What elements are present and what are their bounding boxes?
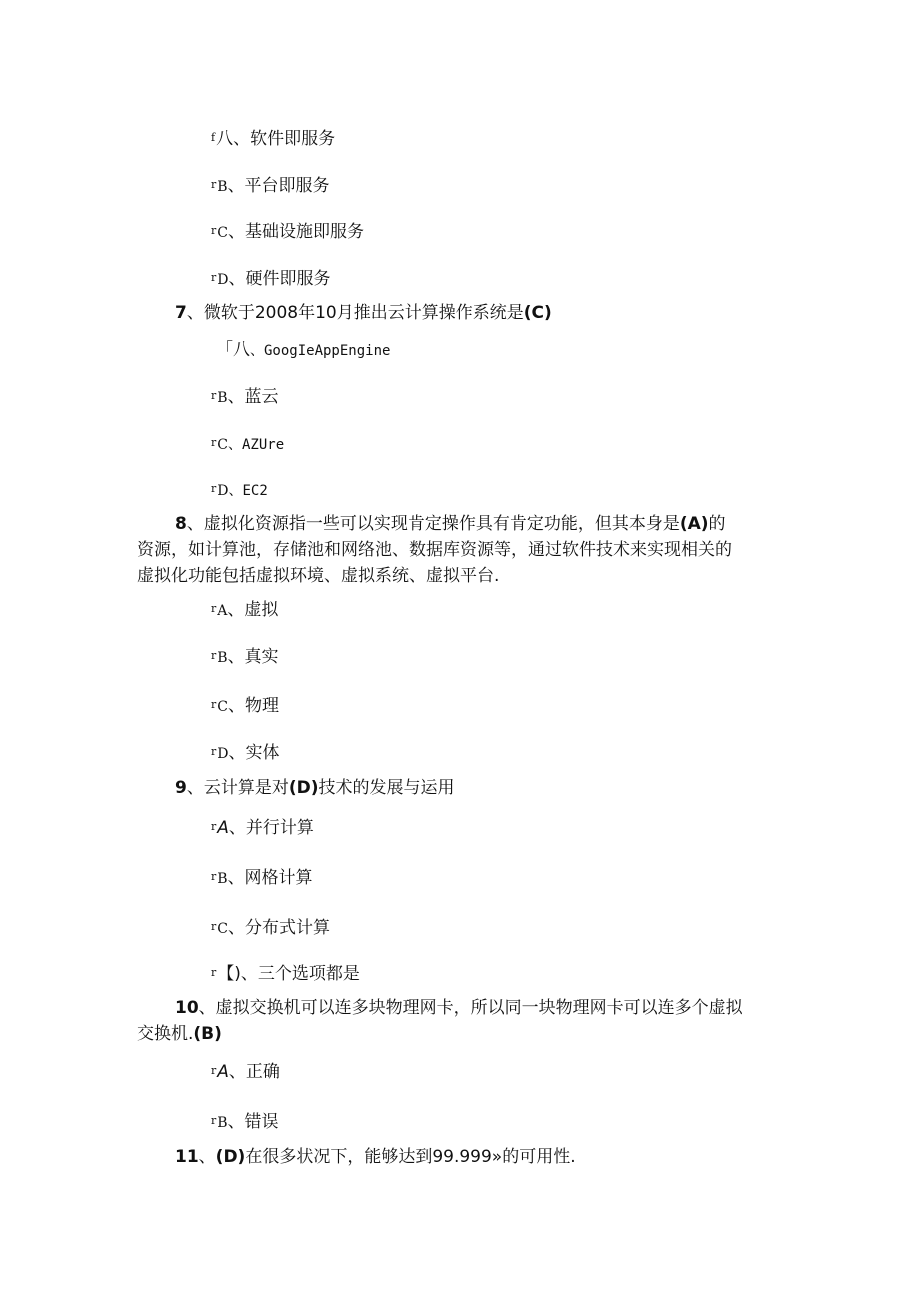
option-letter: C [217, 225, 228, 241]
option-letter: A [217, 818, 229, 838]
radio-icon: r [211, 820, 217, 833]
option-text: 、硬件即服务 [228, 269, 331, 289]
question-text: 、虚拟化资源指一些可以实现肯定操作具有肯定功能，但其本身是 [186, 514, 680, 534]
option-d[interactable] [211, 740, 280, 766]
option-text: 、错误 [227, 1112, 279, 1132]
option-c[interactable] [211, 693, 279, 719]
option-text: 、平台即服务 [227, 176, 330, 196]
question-line [137, 511, 787, 537]
question-text: 、 [198, 1147, 216, 1167]
question-line: 虚拟化功能包括虚拟环境、虚拟系统、虚拟平台. [137, 566, 500, 586]
question-text: 在很多状况下，能够达到99.999»的可用性. [245, 1147, 576, 1167]
question-9 [175, 776, 455, 800]
option-a[interactable] [211, 1059, 280, 1084]
option-text: 、正确 [228, 1062, 280, 1082]
option-b[interactable] [211, 1109, 279, 1135]
option-a[interactable] [211, 126, 335, 151]
option-text: 、分布式计算 [227, 918, 330, 938]
answer-label: (B) [193, 1024, 222, 1044]
option-text: 、EC2 [228, 483, 268, 499]
question-8 [137, 511, 787, 589]
radio-icon: r [211, 436, 217, 449]
option-letter: A [217, 1062, 229, 1082]
radio-icon: r [211, 1114, 217, 1127]
option-text: 、物理 [227, 696, 279, 716]
option-letter: C [217, 437, 228, 453]
radio-icon: r [211, 698, 217, 711]
question-number: 8 [175, 514, 187, 534]
option-text: 、虚拟 [227, 600, 279, 620]
option-text: 、AZUre [227, 437, 285, 453]
option-text: 、网格计算 [227, 868, 313, 888]
radio-icon: r [211, 482, 217, 495]
option-letter: D [217, 483, 229, 499]
question-number: 11 [175, 1147, 199, 1167]
option-letter: B [217, 179, 228, 195]
question-text: 、云计算是对 [186, 778, 289, 798]
option-text: 、基础设施即服务 [227, 222, 364, 242]
question-text: 、微软于2008年10月推出云计算操作系统是 [186, 303, 524, 323]
radio-icon: r [211, 870, 217, 883]
radio-icon: r [211, 966, 217, 979]
option-letter: C [217, 921, 228, 937]
option-letter: B [217, 871, 228, 887]
answer-label: (C) [523, 303, 552, 323]
radio-icon: 「 [216, 340, 233, 360]
option-letter: D [217, 746, 229, 762]
radio-icon: r [211, 1064, 217, 1077]
option-d[interactable] [211, 266, 331, 292]
option-text: 、蓝云 [227, 387, 279, 407]
radio-icon: r [211, 271, 217, 284]
option-text: 、实体 [228, 743, 280, 763]
question-text: 交换机. [137, 1024, 194, 1044]
answer-label: (D) [288, 778, 319, 798]
question-line [137, 995, 787, 1021]
option-b[interactable] [211, 173, 330, 199]
answer-label: (A) [679, 514, 709, 534]
radio-icon: r [211, 178, 217, 191]
option-d[interactable] [211, 477, 268, 503]
option-letter: 【) [217, 964, 241, 984]
option-text: 、GoogIeAppEngine [250, 343, 391, 359]
question-line: 资源，如计算池，存储池和网络池、数据库资源等，通过软件技术来实现相关的 [137, 540, 732, 560]
radio-icon: r [211, 745, 217, 758]
question-line [137, 1021, 787, 1047]
option-b[interactable] [211, 865, 313, 891]
option-c[interactable] [211, 915, 330, 941]
radio-icon: r [211, 649, 217, 662]
option-c[interactable] [211, 431, 284, 457]
option-text: 、软件即服务 [233, 129, 336, 149]
question-7 [175, 301, 552, 325]
option-letter: D [217, 272, 229, 288]
question-10 [137, 995, 787, 1047]
radio-icon: r [211, 602, 217, 615]
option-c[interactable] [211, 219, 364, 245]
answer-label: (D) [215, 1147, 246, 1167]
radio-icon: r [211, 920, 217, 933]
option-d[interactable] [211, 961, 360, 986]
option-letter: B [217, 1115, 228, 1131]
question-text: 、虚拟交换机可以连多块物理网卡，所以同一块物理网卡可以连多个虚拟 [198, 998, 743, 1018]
option-a[interactable] [216, 338, 390, 363]
question-number: 9 [175, 778, 187, 798]
option-text: 、三个选项都是 [240, 964, 360, 984]
question-11 [175, 1145, 576, 1169]
option-letter: B [217, 390, 228, 406]
option-letter: A [217, 603, 228, 619]
option-letter: 八 [233, 340, 250, 360]
radio-icon: f [211, 131, 216, 144]
question-number: 7 [175, 303, 187, 323]
option-letter: C [217, 699, 228, 715]
option-b[interactable] [211, 644, 279, 670]
option-a[interactable] [211, 597, 278, 623]
option-letter: 八 [216, 129, 234, 149]
question-text: 的 [708, 514, 726, 534]
question-text: 技术的发展与运用 [318, 778, 455, 798]
radio-icon: r [211, 224, 217, 237]
option-text: 、并行计算 [228, 818, 314, 838]
question-number: 10 [175, 998, 199, 1018]
radio-icon: r [211, 389, 217, 402]
option-a[interactable] [211, 815, 314, 840]
option-b[interactable] [211, 384, 279, 410]
option-text: 、真实 [227, 647, 279, 667]
option-letter: B [217, 650, 228, 666]
